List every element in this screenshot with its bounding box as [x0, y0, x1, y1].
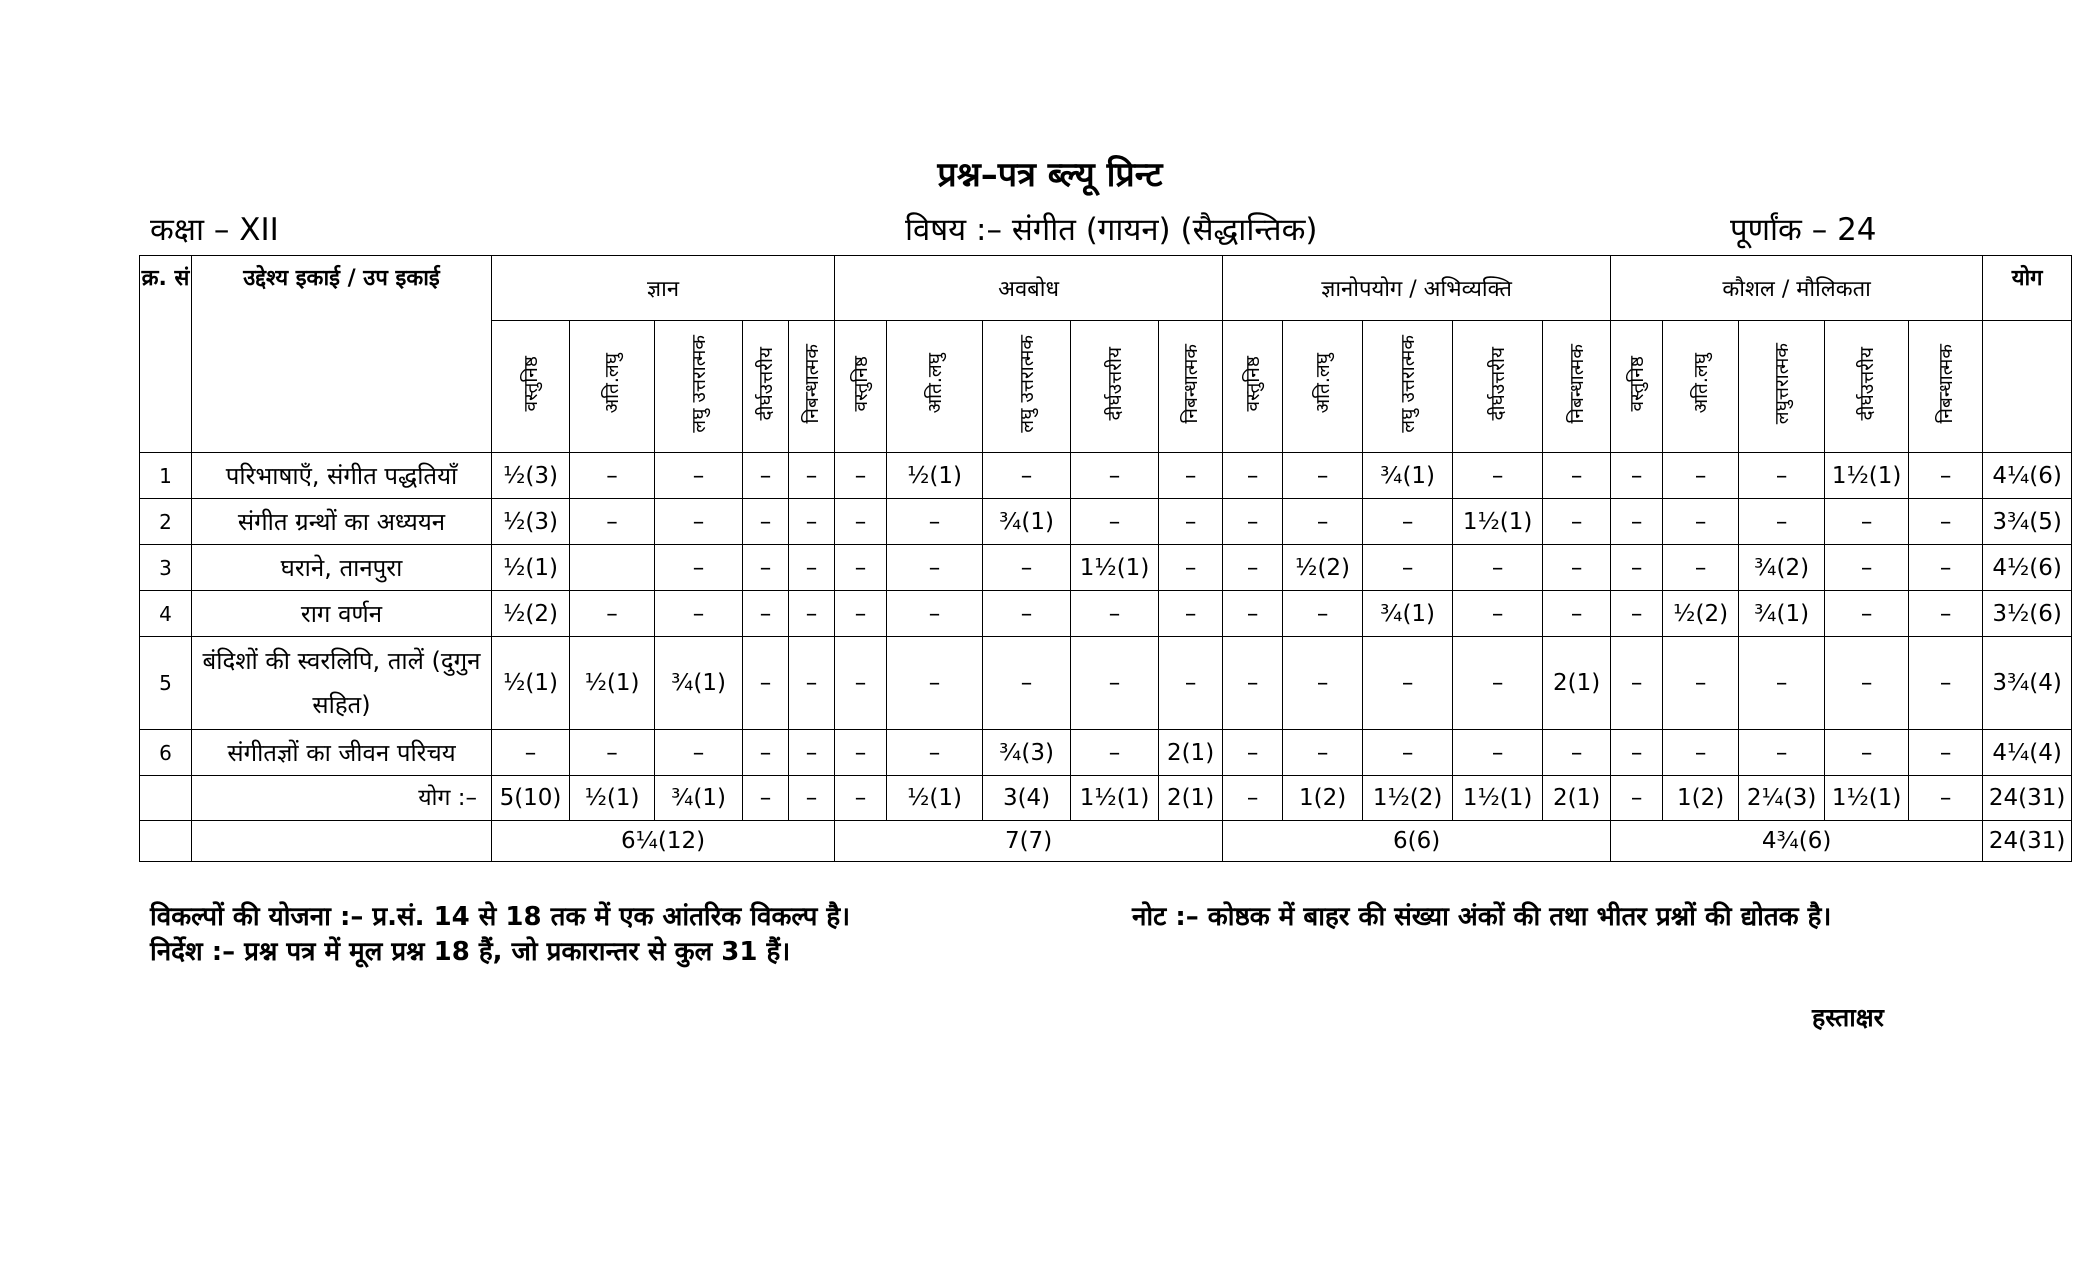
cell: –	[1453, 730, 1543, 776]
subheader-essay: निबन्धात्मक	[1159, 321, 1223, 453]
cell: –	[1543, 730, 1611, 776]
cell: –	[1611, 453, 1663, 499]
total-cell: 2(1)	[1543, 776, 1611, 821]
row-serial: 1	[140, 453, 192, 499]
subheader-total-blank	[1983, 321, 2072, 453]
row-serial: 4	[140, 591, 192, 637]
total-cell: –	[835, 776, 887, 821]
total-cell: ¾(1)	[655, 776, 743, 821]
subheader-very-short: अति.लघु	[1663, 321, 1739, 453]
cell: –	[1363, 637, 1453, 730]
cell: –	[655, 499, 743, 545]
group-total-knowledge: 6¼(12)	[492, 821, 835, 862]
row-total: 4½(6)	[1983, 545, 2072, 591]
cell: –	[1071, 499, 1159, 545]
signature-label: हस्ताक्षर	[1812, 1003, 1884, 1032]
total-cell: 5(10)	[492, 776, 570, 821]
total-cell: 1(2)	[1663, 776, 1739, 821]
cell: –	[1739, 637, 1825, 730]
total-cell: ½(1)	[887, 776, 983, 821]
row-unit: संगीतज्ञों का जीवन परिचय	[192, 730, 492, 776]
cell: –	[789, 637, 835, 730]
cell: –	[1611, 545, 1663, 591]
cell: –	[1825, 591, 1909, 637]
total-cell: –	[743, 776, 789, 821]
group-total-application: 6(6)	[1223, 821, 1611, 862]
total-cell: 1½(1)	[1071, 776, 1159, 821]
table-row	[140, 453, 2072, 499]
cell: –	[1825, 730, 1909, 776]
row-total: 3¾(5)	[1983, 499, 2072, 545]
subheader-objective: वस्तुनिष्ठ	[492, 321, 570, 453]
cell: –	[983, 453, 1071, 499]
total-cell: 3(4)	[983, 776, 1071, 821]
cell: –	[743, 453, 789, 499]
total-cell: –	[1909, 776, 1983, 821]
cell: ½(1)	[887, 453, 983, 499]
table-row	[140, 545, 2072, 591]
cell: –	[1543, 591, 1611, 637]
subheader-long-answer: दीर्घउत्तरीय	[743, 321, 789, 453]
total-row-label: योग :–	[192, 776, 492, 821]
cell: –	[1909, 499, 1983, 545]
cell: ¾(1)	[1363, 591, 1453, 637]
cell: –	[835, 591, 887, 637]
cell: ½(3)	[492, 453, 570, 499]
cell: –	[743, 591, 789, 637]
cell: –	[1663, 499, 1739, 545]
row-total: 4¼(6)	[1983, 453, 2072, 499]
cell: ½(3)	[492, 499, 570, 545]
table-row	[140, 499, 2072, 545]
cell: –	[655, 545, 743, 591]
directions: निर्देश :– प्रश्न पत्र में मूल प्रश्न 18 हैं, जो प्रकारान्तर से कुल 31 हैं।	[150, 937, 791, 967]
cell: –	[1663, 730, 1739, 776]
cell: 1½(1)	[1825, 453, 1909, 499]
cell: –	[1825, 637, 1909, 730]
total-cell: 1½(1)	[1453, 776, 1543, 821]
cell: –	[789, 453, 835, 499]
cell: –	[1739, 453, 1825, 499]
cell: –	[1453, 453, 1543, 499]
cell: –	[743, 730, 789, 776]
cell: –	[1159, 637, 1223, 730]
cell: –	[1071, 730, 1159, 776]
cell: ¾(1)	[1363, 453, 1453, 499]
table-row	[140, 637, 2072, 730]
cell: –	[1223, 453, 1283, 499]
cell: –	[743, 637, 789, 730]
cell: –	[1611, 591, 1663, 637]
total-cell: 1½(2)	[1363, 776, 1453, 821]
row-total: 4¼(4)	[1983, 730, 2072, 776]
cell: ¾(1)	[983, 499, 1071, 545]
total-cell: 1(2)	[1283, 776, 1363, 821]
cell: –	[1825, 499, 1909, 545]
subheader-very-short: अति.लघु	[1283, 321, 1363, 453]
cell: ¾(1)	[655, 637, 743, 730]
cell: –	[1909, 730, 1983, 776]
total-cell: –	[1611, 776, 1663, 821]
cell: –	[835, 637, 887, 730]
group-header-knowledge: ज्ञान	[492, 256, 835, 321]
cell: ¾(3)	[983, 730, 1071, 776]
group-header-application: ज्ञानोपयोग / अभिव्यक्ति	[1223, 256, 1611, 321]
cell: –	[1909, 453, 1983, 499]
cell: –	[1739, 730, 1825, 776]
cell: 1½(1)	[1071, 545, 1159, 591]
cell: –	[492, 730, 570, 776]
row-unit: घराने, तानपुरा	[192, 545, 492, 591]
table-row	[140, 730, 2072, 776]
group-header-understanding: अवबोध	[835, 256, 1223, 321]
subheader-short-answer: लघु उत्तरात्मक	[983, 321, 1071, 453]
cell: –	[789, 499, 835, 545]
cell: –	[1223, 499, 1283, 545]
cell: –	[887, 591, 983, 637]
cell: –	[887, 499, 983, 545]
total-header: योग	[1983, 256, 2072, 321]
row-total: 3½(6)	[1983, 591, 2072, 637]
grand-total: 24(31)	[1983, 821, 2072, 862]
group-sum-row	[140, 821, 2072, 862]
total-cell: –	[1223, 776, 1283, 821]
unit-header: उद्देश्य इकाई / उप इकाई	[192, 256, 492, 453]
cell: –	[835, 545, 887, 591]
cell: 2(1)	[1543, 637, 1611, 730]
serial-number-header: क्र. सं	[140, 256, 192, 453]
total-cell: ½(1)	[570, 776, 655, 821]
cell: –	[1453, 545, 1543, 591]
subheader-long-answer: दीर्घउत्तरीय	[1825, 321, 1909, 453]
cell: –	[1611, 730, 1663, 776]
total-cell: 2¼(3)	[1739, 776, 1825, 821]
cell: –	[1663, 545, 1739, 591]
cell: –	[789, 730, 835, 776]
cell: –	[570, 453, 655, 499]
cell: ½(1)	[492, 637, 570, 730]
cell: –	[1543, 453, 1611, 499]
group-total-understanding: 7(7)	[835, 821, 1223, 862]
total-row	[140, 776, 2072, 821]
cell: –	[1739, 499, 1825, 545]
cell: –	[835, 730, 887, 776]
cell: –	[835, 499, 887, 545]
cell: 1½(1)	[1453, 499, 1543, 545]
cell: ¾(1)	[1739, 591, 1825, 637]
cell: –	[1283, 499, 1363, 545]
table-row	[140, 591, 2072, 637]
cell: –	[983, 545, 1071, 591]
cell: –	[983, 591, 1071, 637]
blank-cell	[140, 821, 192, 862]
cell: ½(2)	[1663, 591, 1739, 637]
cell: –	[1363, 499, 1453, 545]
subheader-long-answer: दीर्घउत्तरीय	[1071, 321, 1159, 453]
cell: –	[1825, 545, 1909, 591]
cell: –	[1283, 591, 1363, 637]
cell: ¾(2)	[1739, 545, 1825, 591]
cell: –	[1543, 545, 1611, 591]
cell: –	[1453, 637, 1543, 730]
cell: –	[1663, 453, 1739, 499]
cell: –	[789, 545, 835, 591]
subheader-essay: निबन्धात्मक	[1543, 321, 1611, 453]
cell: –	[570, 499, 655, 545]
subheader-short-answer: लघुत्तरात्मक	[1739, 321, 1825, 453]
cell: –	[1363, 730, 1453, 776]
cell: –	[1611, 637, 1663, 730]
cell: –	[835, 453, 887, 499]
subject-label: विषय :– संगीत (गायन) (सैद्धान्तिक)	[905, 212, 1318, 248]
cell: –	[743, 545, 789, 591]
cell: –	[1223, 730, 1283, 776]
cell: ½(1)	[570, 637, 655, 730]
cell: –	[1223, 637, 1283, 730]
row-total: 3¾(4)	[1983, 637, 2072, 730]
cell: –	[655, 591, 743, 637]
cell: ½(1)	[492, 545, 570, 591]
cell: –	[983, 637, 1071, 730]
blank-cell	[140, 776, 192, 821]
cell: –	[1543, 499, 1611, 545]
row-serial: 3	[140, 545, 192, 591]
cell: –	[789, 591, 835, 637]
cell: –	[743, 499, 789, 545]
subheader-short-answer: लघु उत्तरात्मक	[1363, 321, 1453, 453]
row-serial: 5	[140, 637, 192, 730]
cell: –	[1611, 499, 1663, 545]
subheader-long-answer: दीर्घउत्तरीय	[1453, 321, 1543, 453]
cell: –	[1159, 499, 1223, 545]
cell: ½(2)	[1283, 545, 1363, 591]
cell: –	[655, 730, 743, 776]
subheader-essay: निबन्धात्मक	[789, 321, 835, 453]
subheader-objective: वस्तुनिष्ठ	[835, 321, 887, 453]
cell: –	[887, 730, 983, 776]
row-serial: 6	[140, 730, 192, 776]
subheader-very-short: अति.लघु	[887, 321, 983, 453]
group-total-skill: 4¾(6)	[1611, 821, 1983, 862]
subheader-short-answer: लघु उत्तरात्मक	[655, 321, 743, 453]
cell: –	[1071, 453, 1159, 499]
cell: –	[1663, 637, 1739, 730]
page-title: प्रश्न–पत्र ब्ल्यू प्रिन्ट	[937, 155, 1163, 195]
row-unit: बंदिशों की स्वरलिपि, तालें (दुगुन सहित)	[192, 637, 492, 730]
total-cell: 1½(1)	[1825, 776, 1909, 821]
cell: –	[1223, 545, 1283, 591]
cell: –	[887, 637, 983, 730]
row-unit: राग वर्णन	[192, 591, 492, 637]
cell: –	[887, 545, 983, 591]
total-cell: –	[789, 776, 835, 821]
cell: –	[1283, 730, 1363, 776]
cell: –	[1453, 591, 1543, 637]
cell: –	[1363, 545, 1453, 591]
cell: –	[1223, 591, 1283, 637]
cell: –	[1283, 637, 1363, 730]
cell: ½(2)	[492, 591, 570, 637]
subheader-essay: निबन्धात्मक	[1909, 321, 1983, 453]
group-header-skill: कौशल / मौलिकता	[1611, 256, 1983, 321]
cell: –	[1909, 591, 1983, 637]
cell: –	[1909, 545, 1983, 591]
cell: –	[1159, 453, 1223, 499]
subheader-objective: वस्तुनिष्ठ	[1611, 321, 1663, 453]
cell: 2(1)	[1159, 730, 1223, 776]
cell: –	[1283, 453, 1363, 499]
full-marks-label: पूर्णांक – 24	[1730, 212, 1877, 248]
row-unit: परिभाषाएँ, संगीत पद्धतियाँ	[192, 453, 492, 499]
cell: –	[570, 730, 655, 776]
row-unit: संगीत ग्रन्थों का अध्ययन	[192, 499, 492, 545]
cell: –	[570, 591, 655, 637]
blank-cell	[192, 821, 492, 862]
total-row-grand: 24(31)	[1983, 776, 2072, 821]
note: नोट :– कोष्ठक में बाहर की संख्या अंकों की तथा भीतर प्रश्नों की द्योतक है।	[1132, 902, 1832, 932]
cell	[570, 545, 655, 591]
options-scheme: विकल्पों की योजना :– प्र.सं. 14 से 18 तक में एक आंतरिक विकल्प है।	[150, 902, 851, 932]
subheader-very-short: अति.लघु	[570, 321, 655, 453]
subheader-objective: वस्तुनिष्ठ	[1223, 321, 1283, 453]
row-serial: 2	[140, 499, 192, 545]
cell: –	[1071, 637, 1159, 730]
blueprint-table	[139, 255, 2072, 862]
cell: –	[1071, 591, 1159, 637]
cell: –	[1909, 637, 1983, 730]
class-label: कक्षा – XII	[150, 212, 279, 248]
cell: –	[1159, 591, 1223, 637]
total-cell: 2(1)	[1159, 776, 1223, 821]
cell: –	[1159, 545, 1223, 591]
cell: –	[655, 453, 743, 499]
